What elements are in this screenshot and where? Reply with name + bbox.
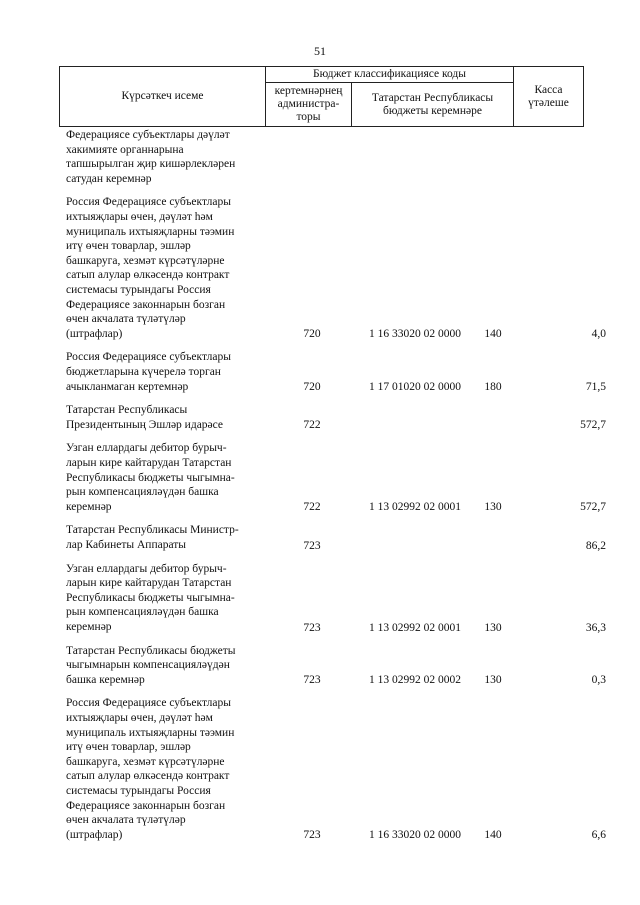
row-name-line: Федерациясе субъектлары дәүләт bbox=[66, 129, 230, 141]
row-admin-code: 722 bbox=[303, 419, 321, 432]
row-subtype-code: 140 bbox=[484, 328, 502, 341]
row-income-code: 1 13 02992 02 0002 bbox=[369, 674, 461, 687]
row-name-line: (штрафлар) bbox=[66, 327, 123, 340]
row-name-line: ларын кире кайтарудан Татарстан bbox=[66, 577, 232, 590]
row-name-line: Татарстан Республикасы Министр- bbox=[66, 524, 239, 537]
row-name-line: итү өчен товарлар, эшләр bbox=[66, 741, 191, 754]
table-row bbox=[0, 644, 640, 688]
page-number: 51 bbox=[314, 44, 326, 58]
row-name-line: Федерациясе законнарын бозган bbox=[66, 799, 226, 812]
row-name-line: башка керемнәр bbox=[66, 673, 145, 686]
row-name-line: башкаруга, хезмәт күрсәтүләрне bbox=[66, 755, 225, 768]
row-admin-code: 723 bbox=[303, 829, 321, 842]
row-name-line: Россия Федерациясе субъектлары bbox=[66, 196, 232, 209]
row-name-line: Россия Федерациясе субъектлары bbox=[66, 351, 232, 364]
row-indicator-name bbox=[66, 128, 262, 186]
row-income-code: 1 13 02992 02 0001 bbox=[369, 621, 461, 634]
row-name-line: Президентының Эшләр идарәсе bbox=[66, 418, 223, 431]
row-name-line: (штрафлар) bbox=[66, 828, 123, 841]
header-indicator-name: Күрсәткеч исеме bbox=[60, 67, 266, 126]
row-income-code: 1 16 33020 02 0000 bbox=[369, 829, 461, 842]
row-subtype-code: 140 bbox=[484, 829, 502, 842]
row-admin-code: 722 bbox=[303, 501, 321, 514]
row-cash-amount: 572,7 bbox=[580, 501, 606, 514]
row-income-code: 1 16 33020 02 0000 bbox=[369, 328, 461, 341]
row-name-line: хакимияте органнарына bbox=[66, 143, 184, 156]
row-name-line: ларын кире кайтарудан Татарстан bbox=[66, 456, 232, 469]
header-admin-line: кертемнәрнең bbox=[274, 85, 343, 97]
row-income-code: 1 13 02992 02 0001 bbox=[369, 501, 461, 514]
row-name-line: сатып алулар өлкәсендә контракт bbox=[66, 770, 230, 783]
row-admin-code: 723 bbox=[303, 539, 321, 552]
row-name-line: муниципаль ихтыяҗларны тәэмин bbox=[66, 225, 235, 238]
table-row bbox=[0, 696, 640, 842]
row-name-line: керемнәр bbox=[66, 620, 112, 633]
row-name-line: Узган еллардагы дебитор бурыч- bbox=[66, 562, 227, 575]
row-name-line: Татарстан Республикасы бюджеты bbox=[66, 644, 236, 657]
row-name-line: ачыкланмаган кертемнәр bbox=[66, 380, 189, 393]
row-name-line: системасы турындагы Россия bbox=[66, 784, 211, 797]
row-name-line: чыгымнарын компенсацияләүдән bbox=[66, 659, 230, 672]
row-name-line: башкаруга, хезмәт күрсәтүләрне bbox=[66, 254, 225, 267]
header-admin-line: администра- bbox=[277, 98, 340, 110]
header-budget-classification: Бюджет классификациясе коды bbox=[266, 67, 514, 83]
row-name-line: Федерациясе законнарын бозган bbox=[66, 298, 226, 311]
header-budget-revenue bbox=[352, 83, 514, 126]
row-admin-code: 723 bbox=[303, 674, 321, 687]
row-name-line: сатудан керемнәр bbox=[66, 172, 152, 185]
row-name-line: сатып алулар өлкәсендә контракт bbox=[66, 269, 230, 282]
table-row bbox=[0, 403, 640, 432]
row-name-line: лар Кабинеты Аппараты bbox=[66, 538, 187, 551]
row-name-line: өчен акчалата түләтүләр bbox=[66, 814, 186, 827]
row-name-line: системасы турындагы Россия bbox=[66, 283, 211, 296]
row-name-line: ихтыяҗлары өчен, дәүләт һәм bbox=[66, 711, 213, 724]
table-row bbox=[0, 195, 640, 341]
row-indicator-name bbox=[66, 403, 262, 432]
row-name-line: муниципаль ихтыяҗларны тәэмин bbox=[66, 726, 235, 739]
row-indicator-name bbox=[66, 644, 262, 688]
table-header bbox=[59, 66, 584, 127]
row-subtype-code: 180 bbox=[484, 381, 502, 394]
row-income-code: 1 17 01020 02 0000 bbox=[369, 381, 461, 394]
row-name-line: рын компенсацияләүдән башка bbox=[66, 486, 219, 499]
row-cash-amount: 71,5 bbox=[585, 381, 606, 394]
row-subtype-code: 130 bbox=[484, 621, 502, 634]
row-admin-code: 720 bbox=[303, 381, 321, 394]
row-name-line: тапшырылган җир кишәрлекләрен bbox=[66, 158, 236, 171]
row-name-line: Узган еллардагы дебитор бурыч- bbox=[66, 442, 227, 455]
row-indicator-name bbox=[66, 350, 262, 394]
row-cash-amount: 6,6 bbox=[591, 829, 606, 842]
row-subtype-code: 130 bbox=[484, 501, 502, 514]
row-admin-code: 723 bbox=[303, 621, 321, 634]
row-name-line: Республикасы бюджеты чыгымна- bbox=[66, 591, 235, 604]
row-name-line: Республикасы бюджеты чыгымна- bbox=[66, 471, 235, 484]
row-indicator-name bbox=[66, 523, 262, 552]
row-cash-amount: 572,7 bbox=[580, 419, 606, 432]
row-cash-amount: 4,0 bbox=[591, 328, 606, 341]
row-indicator-name bbox=[66, 195, 262, 341]
row-cash-amount: 36,3 bbox=[585, 621, 606, 634]
header-income-line: Татарстан Республикасы bbox=[371, 91, 494, 104]
row-cash-amount: 86,2 bbox=[585, 539, 606, 552]
row-admin-code: 720 bbox=[303, 328, 321, 341]
row-name-line: бюджетларына күчерелә торган bbox=[66, 365, 221, 378]
header-kassa-line: үтәлеше bbox=[528, 96, 569, 109]
row-name-line: Россия Федерациясе субъектлары bbox=[66, 697, 232, 710]
row-name-line: өчен акчалата түләтүләр bbox=[66, 313, 186, 326]
row-name-line: ихтыяҗлары өчен, дәүләт һәм bbox=[66, 210, 213, 223]
row-name-line: рын компенсацияләүдән башка bbox=[66, 606, 219, 619]
row-name-line: Татарстан Республикасы bbox=[66, 404, 188, 417]
row-name-line: керемнәр bbox=[66, 500, 112, 513]
row-cash-amount: 0,3 bbox=[591, 674, 606, 687]
row-subtype-code: 130 bbox=[484, 674, 502, 687]
header-cash-execution bbox=[514, 67, 583, 126]
row-indicator-name bbox=[66, 696, 262, 842]
row-name-line: итү өчен товарлар, эшләр bbox=[66, 240, 191, 253]
header-revenue-administrator bbox=[266, 83, 352, 126]
table-row bbox=[0, 441, 640, 514]
header-admin-line: торы bbox=[296, 111, 321, 123]
table-row bbox=[0, 350, 640, 394]
table-row bbox=[0, 128, 640, 186]
table-row bbox=[0, 562, 640, 635]
header-kassa-line: Касса bbox=[534, 83, 563, 96]
table-row bbox=[0, 523, 640, 552]
row-indicator-name bbox=[66, 562, 262, 635]
row-indicator-name bbox=[66, 441, 262, 514]
header-income-line: бюджеты керемнәре bbox=[383, 104, 482, 117]
